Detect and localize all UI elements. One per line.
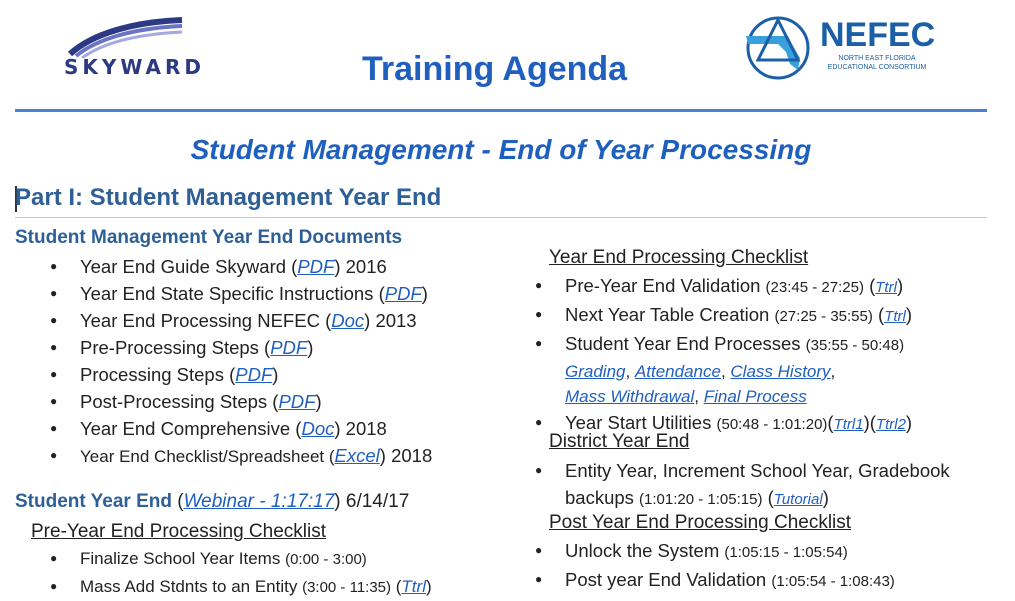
process-links: Grading, Attendance, Class History, Mass Withdrawal, Final Process xyxy=(565,362,836,406)
tutorial-link[interactable]: Ttrl xyxy=(875,279,897,296)
skyward-logo xyxy=(62,12,206,79)
item-time: (3:00 - 11:35) xyxy=(302,579,392,596)
post-checklist-heading: Post Year End Processing Checklist xyxy=(549,512,852,533)
doc-link[interactable]: Excel xyxy=(334,445,380,466)
list-item xyxy=(50,442,432,470)
doc-link[interactable]: PDF xyxy=(270,337,308,358)
doc-suffix: ) 2016 xyxy=(334,256,387,277)
list-item xyxy=(535,330,985,409)
tutorial-link[interactable]: Ttrl xyxy=(884,308,906,325)
district-list xyxy=(535,457,985,513)
checklist-heading: Year End Processing Checklist xyxy=(549,247,809,268)
doc-suffix: ) 2018 xyxy=(334,418,387,439)
item-time: (27:25 - 35:55) xyxy=(774,308,873,325)
item-label: Post year End Validation xyxy=(565,569,767,590)
list-item: ● Mass Add Stdnts to an Entity (3:00 - 11:35) (Ttrl) xyxy=(50,573,432,601)
doc-suffix: ) xyxy=(421,283,428,304)
nefec-logo-subtext: NORTH EAST FLORIDA EDUCATIONAL CONSORTIUM xyxy=(827,55,927,71)
pre-checklist-heading: Pre-Year End Processing Checklist xyxy=(31,521,326,542)
final-process-link[interactable]: Final Process xyxy=(703,387,807,406)
item-label: Unlock the System xyxy=(565,540,720,561)
item-label: Entity Year, Increment School Year, Gradebook backups xyxy=(565,460,950,508)
doc-label: Year End Processing NEFEC ( xyxy=(80,310,332,331)
item-time: (23:45 - 27:25) xyxy=(765,279,864,296)
skyward-logo-text: SKYWARD xyxy=(64,55,206,79)
list-item xyxy=(50,388,432,415)
list-item: ● Year Start Utilities (50:48 - 1:01:20)(Ttrl1)(Ttrl2) xyxy=(535,409,985,438)
doc-label: Processing Steps ( xyxy=(80,364,236,385)
item-label: Next Year Table Creation xyxy=(565,304,770,325)
webinar-date: 6/14/17 xyxy=(345,491,410,512)
list-item xyxy=(535,537,895,566)
doc-link[interactable]: Doc xyxy=(331,310,365,331)
list-item xyxy=(50,545,432,573)
doc-label: Year End Checklist/Spreadsheet ( xyxy=(80,447,335,466)
attendance-link[interactable]: Attendance xyxy=(634,362,721,381)
docs-heading: Student Management Year End Documents xyxy=(15,227,403,248)
nefec-logo xyxy=(740,14,940,82)
item-time: (0:00 - 3:00) xyxy=(285,551,367,568)
district-heading: District Year End xyxy=(549,431,690,452)
doc-suffix: ) xyxy=(315,391,322,412)
doc-link[interactable]: Doc xyxy=(301,418,335,439)
list-item xyxy=(50,415,432,442)
document-subtitle: Student Management - End of Year Processing xyxy=(190,134,812,165)
checklist-list xyxy=(535,272,985,438)
part-heading: Part I: Student Management Year End xyxy=(15,184,442,211)
item-time: (1:05:15 - 1:05:54) xyxy=(724,544,848,561)
post-checklist-list xyxy=(535,537,895,595)
doc-label: Year End Guide Skyward ( xyxy=(80,256,298,277)
list-item: ● Pre-Year End Validation (23:45 - 27:25) (Ttrl) xyxy=(535,272,985,301)
nefec-logo-text: NEFEC xyxy=(820,16,936,54)
item-label: Mass Add Stdnts to an Entity xyxy=(80,577,298,596)
list-item xyxy=(535,566,895,595)
item-label: Year Start Utilities xyxy=(565,412,712,433)
doc-suffix: ) xyxy=(272,364,279,385)
webinar-link[interactable]: Webinar - 1:17:17 xyxy=(183,491,335,512)
list-item xyxy=(50,253,432,280)
item-time: (1:05:54 - 1:08:43) xyxy=(771,573,895,590)
list-item xyxy=(50,334,432,361)
doc-label: Year End State Specific Instructions ( xyxy=(80,283,385,304)
doc-label: Pre-Processing Steps ( xyxy=(80,337,271,358)
grading-link[interactable]: Grading xyxy=(565,362,626,381)
header-divider xyxy=(15,109,987,112)
doc-suffix: ) 2013 xyxy=(364,310,417,331)
page-title: Training Agenda xyxy=(362,50,628,88)
tutorial-link-1[interactable]: Ttrl1 xyxy=(833,416,864,433)
doc-suffix: ) xyxy=(307,337,314,358)
docs-list xyxy=(50,253,432,470)
webinar-line: Student Year End (Webinar - 1:17:17) 6/14/17 xyxy=(15,491,410,512)
doc-link[interactable]: PDF xyxy=(297,256,335,277)
doc-link[interactable]: PDF xyxy=(235,364,273,385)
class-history-link[interactable]: Class History xyxy=(730,362,831,381)
mass-withdrawal-link[interactable]: Mass Withdrawal xyxy=(565,387,695,406)
part-divider xyxy=(15,217,987,218)
webinar-heading: Student Year End xyxy=(15,491,172,512)
item-label: Pre-Year End Validation xyxy=(565,275,761,296)
list-item: ● Entity Year, Increment School Year, Gradebook backups (1:01:20 - 1:05:15) (Tutorial) xyxy=(535,457,985,513)
tutorial-link-2[interactable]: Ttrl2 xyxy=(875,416,906,433)
pre-checklist-list xyxy=(50,545,432,601)
item-label: Finalize School Year Items xyxy=(80,549,281,568)
list-item: ● Next Year Table Creation (27:25 - 35:55) (Ttrl) xyxy=(535,301,985,330)
doc-link[interactable]: PDF xyxy=(278,391,316,412)
item-time: (35:55 - 50:48) xyxy=(805,337,905,354)
doc-suffix: ) 2018 xyxy=(379,445,433,466)
item-label: Student Year End Processes xyxy=(565,333,801,354)
item-time: (1:01:20 - 1:05:15) xyxy=(639,491,763,508)
list-item xyxy=(50,307,432,334)
tutorial-link[interactable]: Tutorial xyxy=(773,491,823,508)
doc-label: Post-Processing Steps ( xyxy=(80,391,279,412)
doc-link[interactable]: PDF xyxy=(384,283,422,304)
list-item xyxy=(50,361,432,388)
skyward-swoosh-icon xyxy=(62,12,192,58)
list-item xyxy=(50,280,432,307)
nefec-emblem-icon xyxy=(740,14,816,82)
doc-label: Year End Comprehensive ( xyxy=(80,418,302,439)
item-time: (50:48 - 1:01:20) xyxy=(716,416,828,433)
tutorial-link[interactable]: Ttrl xyxy=(401,577,426,596)
